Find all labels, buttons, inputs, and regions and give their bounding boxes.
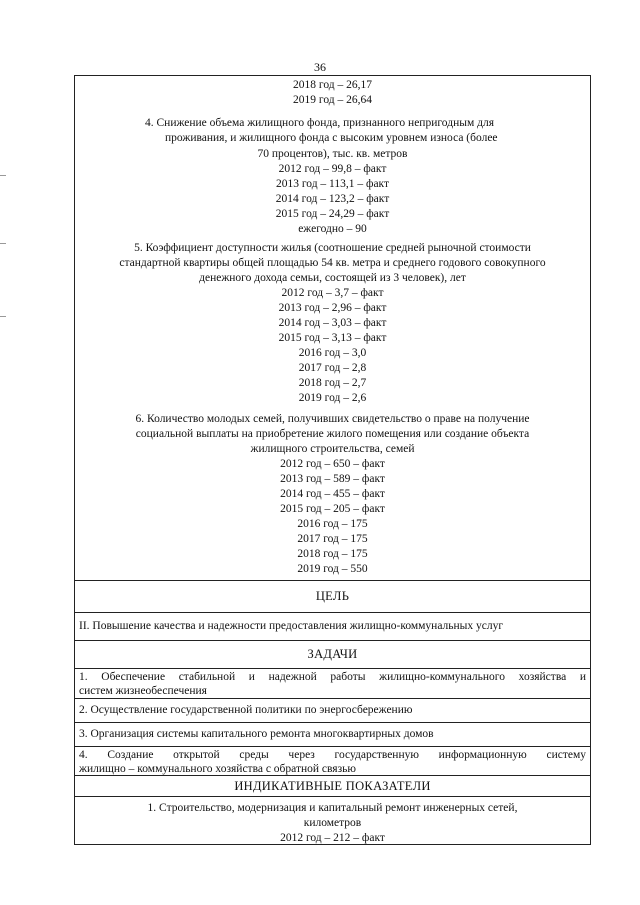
value-line: 2017 год – 2,8 xyxy=(298,362,367,374)
indicator-4-title: 70 процентов), тыс. кв. метров xyxy=(257,148,408,160)
task-text: 1. Обеспечение стабильной и надежной работы жилищно-коммунального хозяйства и xyxy=(79,671,586,683)
task-text: жилищно – коммунального хозяйства с обратной связью xyxy=(79,763,356,775)
indicators-heading: ИНДИКАТИВНЫЕ ПОКАЗАТЕЛИ xyxy=(75,776,590,797)
indicator-1-title: 1. Строительство, модернизация и капитальный ремонт инженерных сетей, километров xyxy=(147,802,518,829)
goal-heading: ЦЕЛЬ xyxy=(75,581,590,613)
value-line: 2013 год – 2,96 – факт xyxy=(278,302,387,314)
value-line: 2014 год – 455 – факт xyxy=(280,488,385,500)
value-line: 2014 год – 123,2 – факт xyxy=(275,193,390,205)
value-line: 2012 год – 99,8 – факт xyxy=(278,163,387,175)
value-line: 2014 год – 3,03 – факт xyxy=(278,317,387,329)
value-line: 2017 год – 175 xyxy=(297,533,368,545)
task-text: систем жизнеобеспечения xyxy=(79,685,207,697)
indicator-6-values xyxy=(75,457,590,577)
value-line: 2019 год – 2,6 xyxy=(298,392,367,404)
indicator-4-title: проживания, и жилищного фонда с высоким уровнем износа (более xyxy=(165,132,498,144)
continuation-values xyxy=(75,78,590,108)
value-line: 2012 год – 212 – факт xyxy=(280,832,385,844)
value-line: 2019 год – 550 xyxy=(297,563,368,575)
value-line: 2018 год – 2,7 xyxy=(298,377,367,389)
value-line: 2018 год – 175 xyxy=(297,548,368,560)
scan-edge-mark xyxy=(0,243,6,244)
indicator-1-values xyxy=(75,831,590,846)
indicator-6-title: 6. Количество молодых семей, получивших свидетельство о праве на получение социальной выплаты на приобретение жилого помещения или создание объекта жилищного строительства, семей xyxy=(135,413,530,455)
task-text: 2. Осуществление государственной политики по энергосбережению xyxy=(79,704,413,716)
task-row xyxy=(75,669,590,699)
task-row xyxy=(75,747,590,776)
value-line: 2012 год – 650 – факт xyxy=(280,458,385,470)
indicator-4-values xyxy=(75,162,590,237)
indicator-5-title: 5. Коэффициент доступности жилья (соотношение средней рыночной стоимости стандартной квартиры общей площадью 54 кв. метра и среднего годового совокупного денежного дохода семьи, состоящей из 3 человек), лет xyxy=(119,242,546,284)
value-line: 2013 год – 589 – факт xyxy=(280,473,385,485)
value-line: 2015 год – 205 – факт xyxy=(280,503,385,515)
task-text: 4. Создание открытой среды через государственную информационную систему xyxy=(79,749,586,761)
indicator-table xyxy=(74,75,591,845)
scan-edge-mark xyxy=(0,175,6,176)
goal-text: II. Повышение качества и надежности предоставления жилищно-коммунальных услуг xyxy=(75,613,590,641)
indicator-5-values xyxy=(75,286,590,406)
value-line: 2018 год – 26,17 xyxy=(293,79,372,91)
value-line: 2013 год – 113,1 – факт xyxy=(275,178,390,190)
indicator-1 xyxy=(75,797,590,845)
task-row xyxy=(75,699,590,723)
page-number: 36 xyxy=(314,60,326,74)
tasks-heading: ЗАДАЧИ xyxy=(75,641,590,669)
value-line: 2016 год – 175 xyxy=(297,518,368,530)
value-line: 2016 год – 3,0 xyxy=(298,347,367,359)
scan-edge-mark xyxy=(0,316,6,317)
task-row xyxy=(75,723,590,747)
value-line: 2019 год – 26,64 xyxy=(293,94,372,106)
value-line: 2015 год – 3,13 – факт xyxy=(278,332,387,344)
indicator-4-title: 4. Снижение объема жилищного фонда, признанного непригодным для xyxy=(145,117,494,129)
indicators-cell xyxy=(75,76,590,581)
task-text: 3. Организация системы капитального ремонта многоквартирных домов xyxy=(79,728,434,740)
value-line: 2015 год – 24,29 – факт xyxy=(275,208,390,220)
value-line: 2012 год – 3,7 – факт xyxy=(281,287,384,299)
value-line: ежегодно – 90 xyxy=(298,223,367,235)
